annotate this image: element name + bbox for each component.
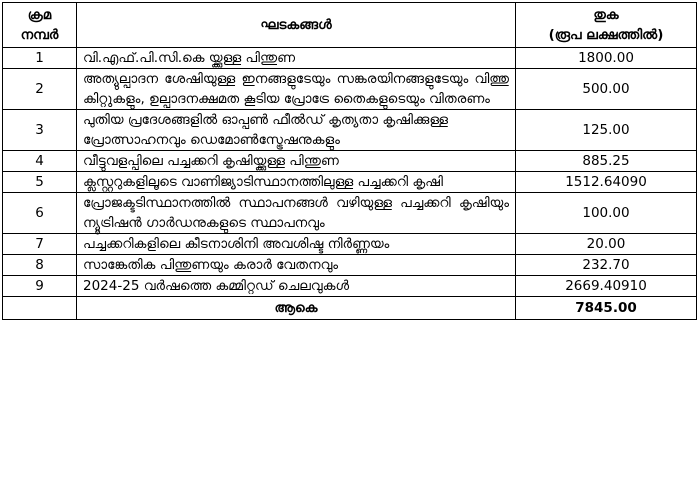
table-row <box>3 255 697 276</box>
row-serial: 3 <box>3 110 77 151</box>
row-component: അത്യുല്പാദന ശേഷിയുള്ള ഇനങ്ങളുടേയും സങ്കരയിനങ്ങളുടേയും വിത്തു കിറ്റുകളും, ഉല്പാദനക്ഷമത കൂടിയ പ്രോട്രേ തൈകളുടെയും വിതരണം <box>77 69 516 110</box>
row-amount: 500.00 <box>516 69 697 110</box>
header-component: ഘടകങ്ങൾ <box>77 3 516 48</box>
budget-table <box>2 2 697 320</box>
row-serial: 7 <box>3 234 77 255</box>
row-amount: 232.70 <box>516 255 697 276</box>
row-component: വീട്ടുവളപ്പിലെ പച്ചക്കറി കൃഷിയ്ക്കുള്ള പിന്തുണ <box>77 151 516 172</box>
table-row <box>3 48 697 69</box>
total-label: ആകെ <box>77 297 516 320</box>
header-serial-line1: ക്രമ <box>27 7 52 23</box>
row-component: സാങ്കേതിക പിന്തുണയും കരാർ വേതനവും <box>77 255 516 276</box>
header-row <box>3 3 697 48</box>
header-amount-line2: (രൂപ ലക്ഷത്തിൽ) <box>548 27 664 43</box>
row-amount: 1512.64090 <box>516 172 697 193</box>
row-serial: 8 <box>3 255 77 276</box>
row-component: ക്ലസ്റ്ററുകളിലൂടെ വാണിജ്യാടിസ്ഥാനത്തിലുള്ള പച്ചക്കറി കൃഷി <box>77 172 516 193</box>
table-row <box>3 151 697 172</box>
row-serial: 9 <box>3 276 77 297</box>
row-amount: 885.25 <box>516 151 697 172</box>
row-component: പുതിയ പ്രദേശങ്ങളിൽ ഓപ്പൺ ഫീൽഡ് കൃത്യതാ കൃഷിക്കുള്ള പ്രോത്സാഹനവും ഡെമോൺസ്ട്രേഷനുകളും <box>77 110 516 151</box>
row-amount: 1800.00 <box>516 48 697 69</box>
row-amount: 20.00 <box>516 234 697 255</box>
row-component: വി.എഫ്.പി.സി.കെ യ്ക്കുള്ള പിന്തുണ <box>77 48 516 69</box>
row-serial: 5 <box>3 172 77 193</box>
table-row <box>3 110 697 151</box>
total-amount: 7845.00 <box>516 297 697 320</box>
total-empty-cell <box>3 297 77 320</box>
row-amount: 100.00 <box>516 193 697 234</box>
row-serial: 1 <box>3 48 77 69</box>
row-serial: 4 <box>3 151 77 172</box>
row-amount: 125.00 <box>516 110 697 151</box>
header-amount <box>516 3 697 48</box>
header-serial-line2: നമ്പർ <box>20 27 59 43</box>
header-amount-line1: തുക <box>593 7 619 23</box>
header-serial <box>3 3 77 48</box>
table-row <box>3 234 697 255</box>
row-component: പച്ചക്കറികളിലെ കീടനാശിനി അവശിഷ്ട നിർണ്ണയം <box>77 234 516 255</box>
total-row <box>3 297 697 320</box>
row-component: 2024-25 വർഷത്തെ കമ്മിറ്റഡ് ചെലവുകൾ <box>77 276 516 297</box>
row-serial: 6 <box>3 193 77 234</box>
row-amount: 2669.40910 <box>516 276 697 297</box>
row-serial: 2 <box>3 69 77 110</box>
table-row <box>3 276 697 297</box>
table-row <box>3 193 697 234</box>
table-row <box>3 69 697 110</box>
row-component: പ്രോജക്ടടിസ്ഥാനത്തിൽ സ്ഥാപനങ്ങൾ വഴിയുള്ള പച്ചക്കറി കൃഷിയും ന്യൂട്രിഷൻ ഗാർഡനുകളുടെ സ്ഥാപനവും <box>77 193 516 234</box>
table-row <box>3 172 697 193</box>
